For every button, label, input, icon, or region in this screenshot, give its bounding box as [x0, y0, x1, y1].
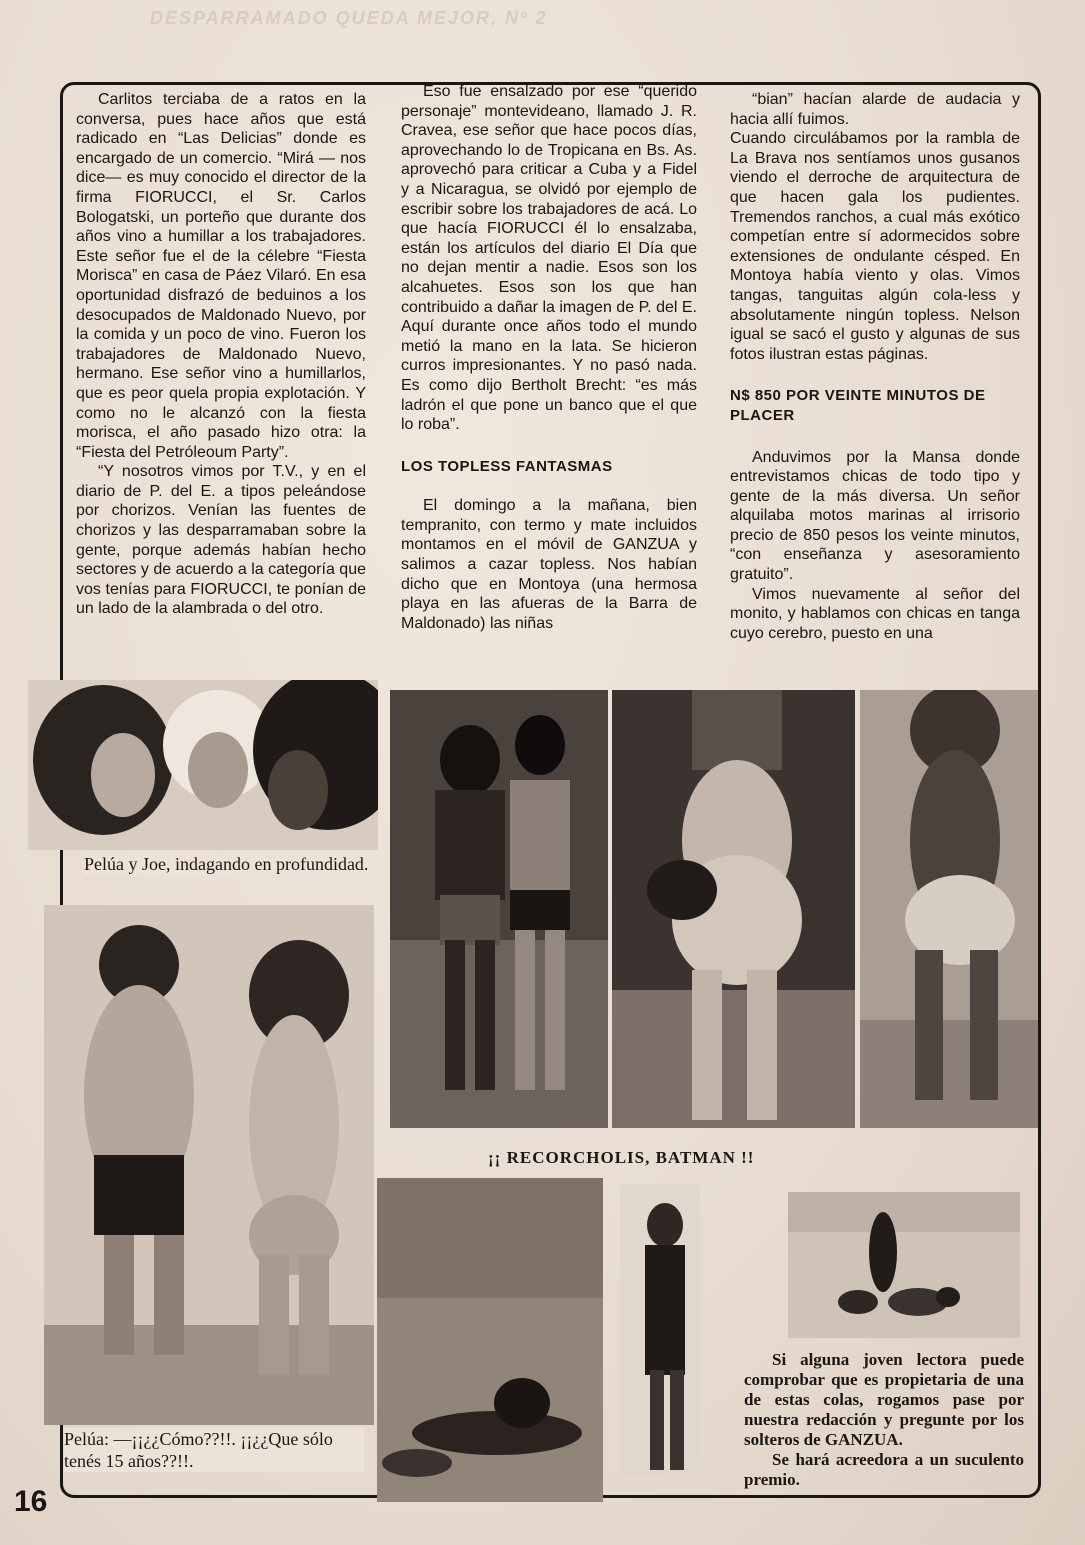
- photo-pelua-girl: [44, 905, 374, 1425]
- photo-pelua-joe: [28, 680, 378, 850]
- section-heading: N$ 850 POR VEINTE MINUTOS DE PLACER: [730, 387, 986, 424]
- page-number: 16: [14, 1485, 48, 1518]
- photo-caption: Pelúa: —¡¡¿¿Cómo??!!. ¡¡¿¿Que sólo tenés 15 años??!!.: [64, 1428, 364, 1472]
- photo-girl-walking: [612, 690, 855, 1128]
- paragraph: Eso fue ensalzado por ese “querido personaje” montevideano, llamado J. R. Cravea, ese señor que hace pocos días, aprovechando lo de Tropicana en Bs. As. aprovechó para criticar a Cuba y a Fidel y a Nicaragua, se olvidó por ejemplo de escribir sobre los trabajadores de acá. Lo que hacía FIORUCCI él lo ensalzaba, están los artículos del diario El Día que no dejan mentir a nadie. Esos son los alcahuetes. Esos son los que han contribuido a dañar la imagen de P. del E. Aquí durante once años todo el mundo metió la mano en la lata. Se hicieron curros impresionantes. Y no pasó nada. Es como dijo Bertholt Brecht: “es más ladrón el que pone un banco que el que lo roba”.: [401, 83, 697, 434]
- section-heading: LOS TOPLESS FANTASMAS: [401, 457, 613, 475]
- photo-girl-sand: [377, 1178, 603, 1502]
- text-column-3: [730, 90, 1020, 643]
- paragraph: El domingo a la mañana, bien tempranito, con termo y mate incluidos montamos en el móvil de GANZUA y salimos a cazar topless. Nos habían dicho que en Montoya (una hermosa playa en las afueras de la Barra de Maldonado) las niñas: [401, 497, 697, 632]
- paragraph: “Y nosotros vimos por T.V., y en el diario de P. del E. a tipos peleándose por chorizos. Venían las fuentes de chorizos y las desparramaban sobre la gente, porque además habían hecho sectores y de acuerdo a la categoría que vos tenías para FIORUCCI, te ponían de un lado de la alambrada o del otro.: [76, 463, 366, 618]
- photo-figure-narrow: [620, 1185, 700, 1475]
- photo-beach-couple: [390, 690, 608, 1128]
- callout-text: [744, 1350, 1024, 1490]
- bleed-through-header: DESPARRAMADO QUEDA MEJOR, Nº 2: [150, 8, 548, 28]
- paragraph: Anduvimos por la Mansa donde entrevistamos chicas de todo tipo y gente de la más diversa. Un señor alquilaba motos marinas al irrisorio precio de 850 pesos los veinte minutos, “con enseñanza y asesoramiento gratuito”.: [730, 448, 1020, 584]
- photo-caption: Pelúa y Joe, indagando en profundidad.: [84, 853, 374, 875]
- photo-beach-group: [788, 1192, 1020, 1338]
- paragraph: Carlitos terciaba de a ratos en la conversa, pues hace años que está radicado en “Las Delicias” donde es encargado de un comercio. “Mirá — nos dice— es muy conocido el director de la firma FIORUCCI, el Sr. Carlos Bologatski, un porteño que durante dos años vino a humillar a los trabajadores. Este señor fue el de la célebre “Fiesta Morisca” en casa de Páez Vilaró. En esa oportunidad disfrazó de beduinos a los desocupados de Maldonado Nuevo, por la comida y un poco de vino. Fueron los trabajadores de Maldonado Nuevo, hermano. Ese señor vino a humillarlos, que es peor quela propia explotación. Y como no le alcanzó con la fiesta morisca, el año pasado hizo otra: la “Fiesta del Petróleoum Party”.: [76, 91, 366, 461]
- paragraph: “bian” hacían alarde de audacia y hacia allí fuimos.: [730, 91, 1020, 128]
- paragraph: Cuando circulábamos por la rambla de La Brava nos sentíamos unos gusanos viendo el derroche de arquitectura de que hacen gala los pudientes. Tremendos ranchos, a cual más exótico competían entre sí adormecidos sobre extensiones de ondulante césped. En Montoya había viento y olas. Vimos tangas, tanguitas algún cola-less y absolutamente ningún topless. Nelson igual se sacó el gusto y algunas de sus fotos ilustran estas páginas.: [730, 130, 1020, 363]
- paragraph: Vimos nuevamente al señor del monito, y hablamos con chicas en tanga cuyo cerebro, puesto en una: [730, 585, 1020, 642]
- text-column-1: [76, 90, 366, 619]
- callout-paragraph: Si alguna joven lectora puede comprobar que es propietaria de una de estas colas, rogamos pase por nuestra redacción y pregunte por los solteros de GANZUA.: [744, 1350, 1024, 1449]
- text-column-2: [401, 82, 697, 633]
- photo-girl-back: [860, 690, 1038, 1128]
- batman-heading: ¡¡ RECORCHOLIS, BATMAN !!: [488, 1148, 755, 1167]
- callout-paragraph: Se hará acreedora a un suculento premio.: [744, 1450, 1024, 1489]
